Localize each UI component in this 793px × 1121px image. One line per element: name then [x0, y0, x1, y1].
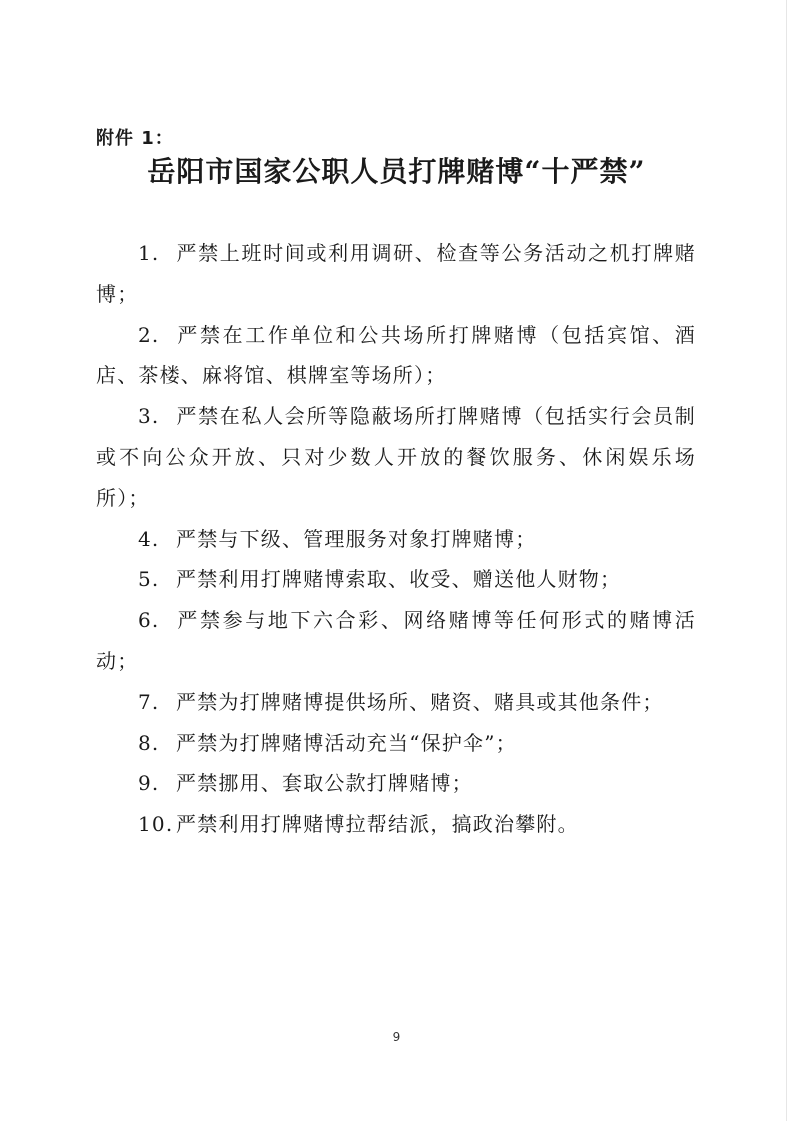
list-item: [96, 763, 696, 804]
document-title: 岳阳市国家公职人员打牌赌博“十严禁”: [147, 155, 646, 188]
list-item: [96, 315, 696, 397]
item-text: 严禁参与地下六合彩、网络赌博等任何形式的赌博活动；: [96, 608, 696, 673]
item-number: 5.: [138, 567, 160, 592]
item-text: 严禁为打牌赌博提供场所、赌资、赌具或其他条件；: [176, 689, 664, 714]
list-item: [96, 559, 696, 600]
prohibition-list: [96, 233, 696, 845]
item-text: 严禁在工作单位和公共场所打牌赌博（包括宾馆、酒店、茶楼、麻将馆、棋牌室等场所）；: [96, 322, 696, 388]
item-number: 4.: [138, 526, 160, 551]
item-text: 严禁为打牌赌博活动充当“保护伞”；: [176, 730, 517, 755]
list-item: [96, 519, 696, 560]
list-item: [96, 396, 696, 518]
item-number: 6.: [138, 608, 160, 633]
list-item: [96, 600, 696, 682]
attachment-label: 附件 1：: [96, 128, 174, 149]
item-text: 严禁在私人会所等隐蔽场所打牌赌博（包括实行会员制或不向公众开放、只对少数人开放的餐饮服务、休闲娱乐场所）；: [96, 404, 696, 510]
scan-edge-line: [786, 0, 787, 1121]
list-item: [96, 723, 696, 764]
list-item: [96, 233, 696, 315]
item-text: 严禁挪用、套取公款打牌赌博；: [176, 771, 473, 796]
item-number: 2.: [138, 322, 160, 347]
item-number: 9.: [138, 771, 160, 796]
list-item: [96, 804, 696, 845]
item-text: 严禁利用打牌赌博拉帮结派，搞政治攀附。: [176, 812, 579, 837]
page-number: 9: [392, 1030, 401, 1044]
item-text: 严禁与下级、管理服务对象打牌赌博；: [176, 526, 537, 551]
item-text: 严禁利用打牌赌博索取、收受、赠送他人财物；: [176, 567, 622, 592]
item-number: 1.: [138, 241, 160, 265]
list-item: [96, 682, 696, 723]
item-number: 10.: [138, 812, 174, 837]
item-text: 严禁上班时间或利用调研、检查等公务活动之机打牌赌博；: [96, 241, 696, 306]
item-number: 7.: [138, 689, 160, 714]
item-number: 8.: [138, 730, 160, 755]
item-number: 3.: [138, 404, 160, 429]
